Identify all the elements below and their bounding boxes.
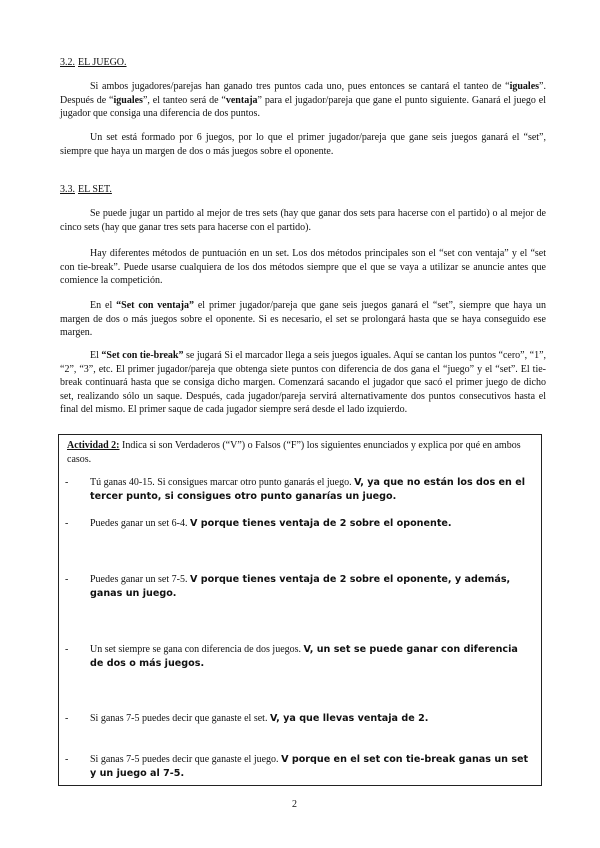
statement: Si ganas 7-5 puedes decir que ganaste el juego.: [90, 754, 282, 765]
answer: V, ya que llevas ventaja de 2.: [269, 713, 429, 724]
activity-box: Actividad 2: Indica si son Verdaderos (“V”) o Falsos (“F”) los siguientes enunciados y explica por qué en ambos casos. - Tú ganas 40-15. Si consigues marcar otro punto ganarás el juego. V, ya que no están los dos en el tercer punto, si consigues otro punto ganarías un juego. - Puedes ganar un set 6-4. V porque tienes ventaja de 2 sobre el oponente. - Puedes ganar un set 7-5. V porque tienes ventaja de 2 sobre el oponente, y además, ganas un juego. - Un set siempre se gana con diferencia de dos juegos. V, un set se puede ganar con diferencia de dos o más juegos. - Si ganas 7-5 puedes decir que ganaste el set. V, ya que llevas ventaja de 2. - Si ganas 7-5 puedes decir que ganaste el juego. V porque en el set con tie-break ganas un set y un juego al 7-5.: [58, 434, 542, 786]
activity-instruction: Actividad 2: Indica si son Verdaderos (“V”) o Falsos (“F”) los siguientes enunciados y explica por qué en ambos casos.: [67, 440, 521, 465]
paragraph: Hay diferentes métodos de puntuación en un set. Los dos métodos principales son el “set con ventaja” y el “set con tie-break”. Puede usarse cualquiera de los dos métodos siempre que el que se vaya a utilizar se anuncie antes que comience la competición.: [60, 248, 546, 287]
paragraph: Un set está formado por 6 juegos, por lo que el primer jugador/pareja que gane seis juegos ganará el “set”, siempre que haya un margen de dos o más juegos sobre el oponente.: [60, 132, 546, 157]
answer: V, ya que no están los dos en el tercer punto, si consigues otro punto ganarías un juego.: [90, 477, 526, 502]
answer: V porque tienes ventaja de 2 sobre el oponente, y además, ganas un juego.: [90, 574, 511, 599]
page-number: 2: [292, 799, 297, 810]
paragraph: El “Set con tie-break” se jugará Si el marcador llega a seis juegos iguales. Aquí se cantan los puntos “cero”, “1”, “2”, “3”, etc. El primer jugador/pareja que obtenga siete puntos con diferencia de dos gana el “juego” y el “set”. El tie-break continuará hasta que se consiga dicho margen. Comenzará sacando el jugador que sacó el primer juego de dicho set, realizando sólo un saque. Después, cada jugador/pareja servirá alternativamente dos puntos consecutivos hasta el final del mismo. El primer saque de cada jugador siempre será desde el lado izquierdo.: [60, 350, 547, 416]
section-number: 3.2.: [60, 57, 75, 68]
section-title: EL JUEGO.: [78, 57, 127, 68]
section-heading-3-3: [60, 184, 112, 195]
answer: V, un set se puede ganar con diferencia de dos o más juegos.: [90, 644, 518, 669]
activity-label: Actividad 2:: [67, 440, 120, 451]
statement: Puedes ganar un set 6-4.: [90, 518, 190, 529]
answer: V porque tienes ventaja de 2 sobre el oponente.: [189, 518, 452, 529]
statement: Un set siempre se gana con diferencia de dos juegos.: [90, 644, 304, 655]
section-title: EL SET.: [78, 184, 112, 195]
statement: Puedes ganar un set 7-5.: [90, 574, 190, 585]
statement: Tú ganas 40-15. Si consigues marcar otro punto ganarás el juego.: [90, 477, 355, 488]
section-number: 3.3.: [60, 184, 75, 195]
statement: Si ganas 7-5 puedes decir que ganaste el set.: [90, 713, 270, 724]
answer: V porque en el set con tie-break ganas un set y un juego al 7-5.: [90, 754, 529, 779]
paragraph: Se puede jugar un partido al mejor de tres sets (hay que ganar dos sets para hacerse con el partido) o al mejor de cinco sets (hay que ganar tres sets para hacerse con el partido).: [60, 208, 546, 233]
paragraph: En el “Set con ventaja” el primer jugador/pareja que gane seis juegos ganará el “set”, siempre que haya un margen de dos o más juegos sobre el oponente. Si es necesario, el set se prolongará hasta que se haya conseguido ese margen.: [60, 300, 546, 339]
paragraph: Si ambos jugadores/parejas han ganado tres puntos cada uno, pues entonces se cantará el tanteo de “iguales”. Después de “iguales”, el tanteo será de “ventaja” para el jugador/pareja que gane el punto siguiente. Ganará el juego el jugador que consiga una diferencia de dos puntos.: [60, 81, 546, 120]
section-heading-3-2: [60, 57, 127, 68]
